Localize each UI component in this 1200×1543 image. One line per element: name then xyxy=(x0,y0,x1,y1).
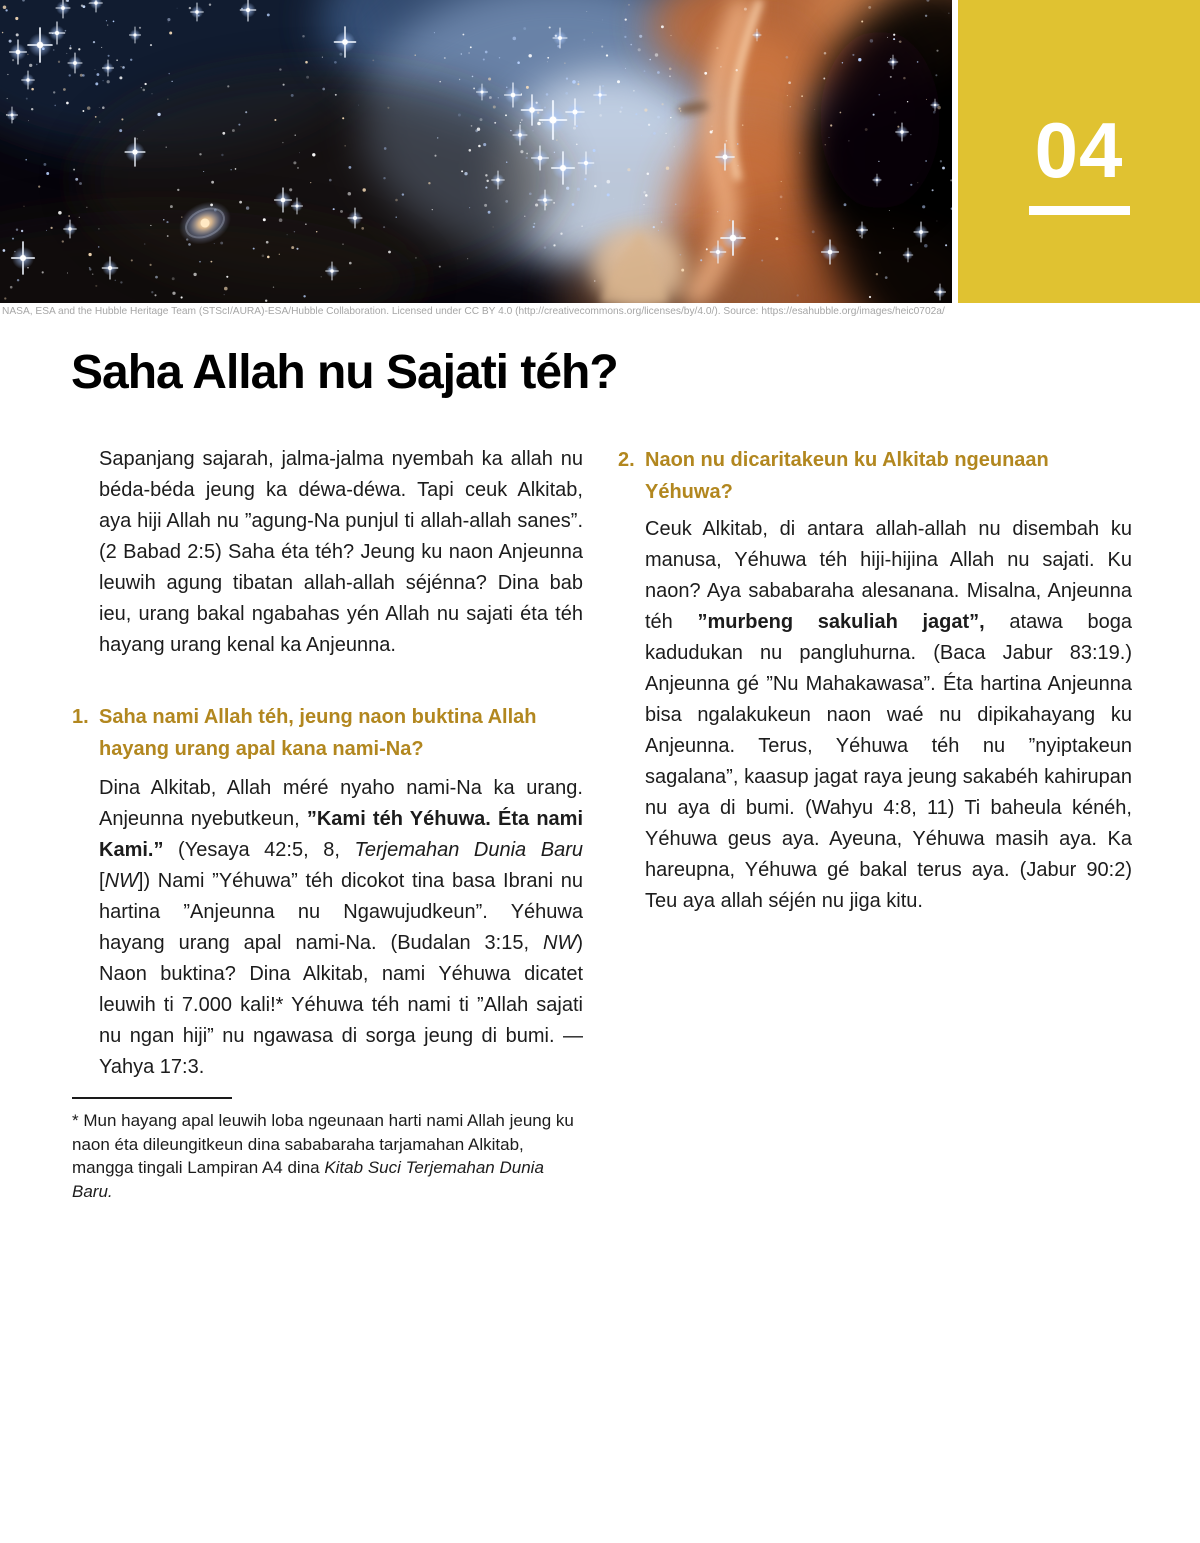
text-run-italic: Kitab Suci Terjemahan Dunia Baru. xyxy=(72,1158,544,1201)
chapter-number: 04 xyxy=(1034,105,1124,194)
left-column xyxy=(72,444,583,1203)
content-columns xyxy=(72,444,1134,1203)
text-run: (Yesaya 42:5, 8, xyxy=(163,839,355,861)
text-run: ]) Nami ”Yéhuwa” téh dicokot tina basa Ibrani nu hartina ”Anjeunna nu Ngawujudkeun”. Yéhuwa hayang urang apal nami-Na. (Budalan 3:15, xyxy=(99,870,583,954)
text-run: * Mun hayang apal leuwih loba ngeunaan harti nami Allah jeung ku naon éta dileungitkeun dina sababaraha tarjamahan Alkitab, mangga tingali Lampiran A4 dina xyxy=(72,1111,574,1177)
intro-paragraph: Sapanjang sajarah, jalma-jalma nyembah ka allah nu béda-béda jeung ka déwa-déwa. Tapi ceuk Alkitab, aya hiji Allah nu ”agung-Na punjul ti allah-allah sanes”. (2 Babad 2:5) Saha éta téh? Jeung ku naon Anjeunna leuwih agung tibatan allah-allah séjénna? Dina bab ieu, urang bakal ngabahas yén Allah nu sajati éta téh hayang urang kenal ka Anjeunna. xyxy=(99,448,583,656)
text-run-italic: NW xyxy=(104,870,138,892)
text-run-italic: NW xyxy=(543,932,577,954)
question-1-number: 1. xyxy=(72,706,89,728)
image-credit: NASA, ESA and the Hubble Heritage Team (STScI/AURA)-ESA/Hubble Collaboration. Licensed under CC BY 4.0 (http://creativecommons.org/licenses/by/4.0/). Source: https://esahubble.org/images/heic0702a/ xyxy=(2,305,945,317)
text-run: Dina Alkitab, Allah méré nyaho nami-Na ka urang. Anjeunna nyebutkeun, xyxy=(99,777,583,830)
question-1-heading xyxy=(72,701,583,765)
chapter-underline xyxy=(1029,206,1130,215)
starfield-illustration xyxy=(0,0,952,303)
text-run-bold: ”murbeng sakuliah jagat”, xyxy=(697,611,985,633)
text-run: ) Naon buktina? Dina Alkitab, nami Yéhuwa dicatet leuwih ti 7.000 kali!* Yéhuwa téh nami ti ”Allah sajati nu ngan hiji” nu ngawasa di sorga jeung di bumi. —Yahya 17:3. xyxy=(99,932,583,1078)
text-run-italic: Terjemahan Dunia Baru xyxy=(354,839,584,861)
footnote xyxy=(72,1109,580,1203)
question-2-number: 2. xyxy=(618,449,635,471)
paragraph-1 xyxy=(99,773,583,1083)
page-title: Saha Allah nu Sajati téh? xyxy=(71,346,618,399)
footnote-divider xyxy=(72,1097,232,1099)
right-column xyxy=(618,444,1132,1203)
text-run: Ceuk Alkitab, di antara allah-allah nu disembah ku manusa, Yéhuwa téh hiji-hijina Allah nu sajati. Ku naon? Aya sababaraha alesanana. Misalna, Anjeunna téh xyxy=(645,518,1132,633)
chapter-number-badge xyxy=(958,0,1200,303)
question-2-heading xyxy=(618,444,1132,508)
question-2-text: Naon nu dicaritakeun ku Alkitab ngeunaan Yéhuwa? xyxy=(645,449,1049,503)
text-run: atawa boga kadudukan nu pangluhurna. (Baca Jabur 83:19.) Anjeunna gé ”Nu Mahakawasa”. Éta hartina Anjeunna bisa ngalakukeun naon waé nu dipikahayang ku Anjeunna. Terus, Yéhuwa téh nu ”nyiptakeun sagalana”, kaasup jagat raya jeung sakabéh kahirupan nu aya di bumi. (Wahyu 4:8, 11) Ti baheula kénéh, Yéhuwa geus aya. Ayeuna, Yéhuwa masih aya. Ka hareupna, Yéhuwa gé bakal terus aya. (Jabur 90:2) Teu aya allah séjén nu jiga kitu. xyxy=(645,611,1132,912)
question-1-text: Saha nami Allah téh, jeung naon buktina Allah hayang urang apal kana nami-Na? xyxy=(99,706,537,760)
hero-image xyxy=(0,0,952,303)
paragraph-2 xyxy=(645,514,1132,917)
text-run-bold: ”Kami téh Yéhuwa. Éta nami Kami.” xyxy=(99,808,583,861)
text-run: [ xyxy=(99,870,105,892)
